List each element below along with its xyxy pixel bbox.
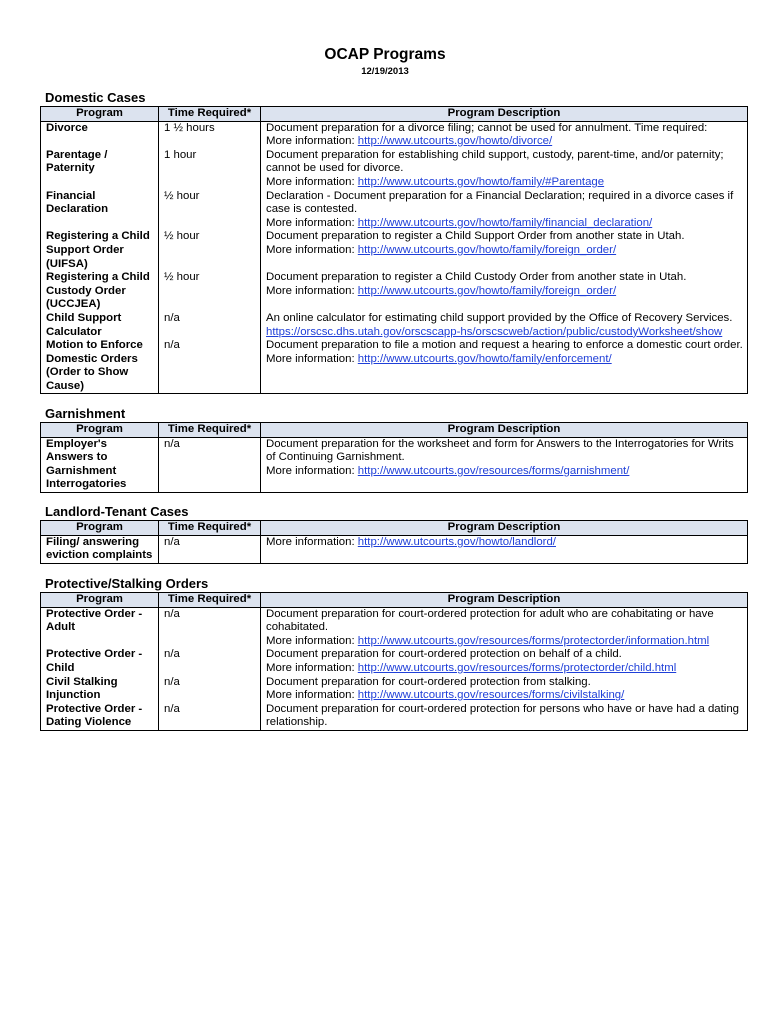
- program-description: Document preparation for court-ordered protection for adult who are cohabitating or have cohabitated.: [266, 607, 714, 634]
- more-info-label: More information:: [266, 535, 358, 548]
- more-info-link[interactable]: http://www.utcourts.gov/howto/divorce/: [357, 135, 553, 148]
- more-info-label: More information:: [266, 243, 358, 256]
- program-name: Registering a Child Custody Order (UCCJEA): [41, 271, 159, 312]
- more-info-line: [266, 353, 745, 367]
- time-required: n/a: [159, 676, 261, 703]
- program-name: Registering a Child Support Order (UIFSA): [41, 230, 159, 271]
- more-info-line: [266, 536, 745, 550]
- program-description: Document preparation for court-ordered protection on behalf of a child.: [266, 648, 622, 661]
- column-header-description: Program Description: [261, 521, 748, 536]
- program-name: Civil Stalking Injunction: [41, 676, 159, 703]
- column-header-description: Program Description: [261, 423, 748, 438]
- description-cell: [261, 271, 748, 312]
- more-info-label: More information:: [266, 352, 358, 365]
- column-header-time: Time Required*: [159, 107, 261, 122]
- column-header-description: Program Description: [261, 107, 748, 122]
- time-required: ½ hour: [159, 190, 261, 231]
- column-header-time: Time Required*: [159, 423, 261, 438]
- more-info-line: [266, 662, 745, 676]
- more-info-line: [266, 689, 745, 703]
- program-description: Document preparation for the worksheet and form for Answers to the Interrogatories for Writs of Continuing Garnishment.: [266, 437, 734, 464]
- more-info-link[interactable]: http://www.utcourts.gov/howto/family/enforcement/: [357, 352, 612, 365]
- more-info-line: [266, 244, 745, 258]
- section-heading: Landlord-Tenant Cases: [45, 504, 189, 519]
- more-info-link[interactable]: http://www.utcourts.gov/resources/forms/protectorder/information.html: [357, 634, 710, 647]
- more-info-label: More information:: [266, 634, 358, 647]
- section-garnishment: [40, 406, 747, 493]
- program-name: Child Support Calculator: [41, 312, 159, 339]
- time-required: ½ hour: [159, 271, 261, 312]
- table-row: [41, 312, 748, 339]
- column-header-program: Program: [41, 423, 159, 438]
- description-cell: [261, 230, 748, 271]
- more-info-label: More information:: [266, 689, 358, 702]
- more-info-link[interactable]: http://www.utcourts.gov/howto/family/foreign_order/: [357, 284, 617, 297]
- more-info-label: More information:: [266, 135, 358, 148]
- section-landlord-tenant: [40, 504, 747, 564]
- program-description: An online calculator for estimating child support provided by the Office of Recovery Services.: [266, 311, 733, 324]
- table-row: [41, 230, 748, 271]
- column-header-time: Time Required*: [159, 593, 261, 608]
- more-info-line: [266, 465, 745, 479]
- table-row: [41, 339, 748, 394]
- description-cell: [261, 190, 748, 231]
- description-cell: [261, 676, 748, 703]
- section-protective-orders: [40, 576, 747, 731]
- table-row: [41, 190, 748, 231]
- column-header-description: Program Description: [261, 593, 748, 608]
- description-cell: [261, 535, 748, 563]
- description-cell: [261, 149, 748, 190]
- table-header-row: [41, 521, 748, 536]
- program-name: Financial Declaration: [41, 190, 159, 231]
- more-info-label: More information:: [266, 175, 358, 188]
- program-description: Declaration - Document preparation for a Financial Declaration; required in a divorce cases if case is contested.: [266, 189, 734, 216]
- program-name: Employer's Answers to Garnishment Interrogatories: [41, 437, 159, 492]
- time-required: n/a: [159, 703, 261, 731]
- section-heading: Domestic Cases: [45, 90, 146, 105]
- program-description: Document preparation for court-ordered protection from stalking.: [266, 675, 591, 688]
- program-description: Document preparation for establishing child support, custody, parent-time, and/or paternity; cannot be used for divorce.: [266, 148, 724, 175]
- table-row: [41, 676, 748, 703]
- more-info-line: [266, 285, 745, 299]
- table-header-row: [41, 593, 748, 608]
- programs-table: [40, 592, 748, 731]
- page-date: 12/19/2013: [361, 66, 409, 77]
- table-row: [41, 271, 748, 312]
- more-info-label: More information:: [266, 661, 358, 674]
- more-info-link[interactable]: http://www.utcourts.gov/howto/family/financial_declaration/: [357, 216, 653, 229]
- time-required: n/a: [159, 648, 261, 675]
- more-info-label: More information:: [266, 216, 358, 229]
- time-required: n/a: [159, 339, 261, 394]
- program-description: Document preparation to register a Child Support Order from another state in Utah.: [266, 230, 685, 243]
- table-header-row: [41, 423, 748, 438]
- programs-table: [40, 422, 748, 493]
- table-row: [41, 535, 748, 563]
- more-info-link[interactable]: http://www.utcourts.gov/howto/landlord/: [357, 535, 556, 548]
- more-info-link[interactable]: http://www.utcourts.gov/resources/forms/protectorder/child.html: [357, 661, 677, 674]
- program-name: Protective Order - Child: [41, 648, 159, 675]
- more-info-label: More information:: [266, 284, 358, 297]
- program-name: Divorce: [41, 121, 159, 149]
- program-name: Parentage / Paternity: [41, 149, 159, 190]
- time-required: n/a: [159, 535, 261, 563]
- column-header-time: Time Required*: [159, 521, 261, 536]
- more-info-line: [266, 635, 745, 649]
- table-row: [41, 703, 748, 731]
- section-heading: Garnishment: [45, 406, 126, 421]
- programs-table: [40, 106, 748, 394]
- more-info-link[interactable]: http://www.utcourts.gov/howto/family/#Parentage: [357, 175, 605, 188]
- description-cell: [261, 648, 748, 675]
- program-name: Protective Order - Dating Violence: [41, 703, 159, 731]
- more-info-link[interactable]: https://orscsc.dhs.utah.gov/orscscapp-hs/orscscweb/action/public/custodyWorksheet/show: [266, 325, 723, 338]
- table-row: [41, 149, 748, 190]
- program-description: Document preparation for court-ordered protection for persons who have or have had a dating relationship.: [266, 702, 739, 729]
- time-required: 1 hour: [159, 149, 261, 190]
- description-cell: [261, 437, 748, 492]
- table-header-row: [41, 107, 748, 122]
- description-cell: [261, 121, 748, 149]
- program-name: Protective Order - Adult: [41, 607, 159, 648]
- table-row: [41, 607, 748, 648]
- time-required: ½ hour: [159, 230, 261, 271]
- more-info-line: [266, 176, 745, 190]
- more-info-link[interactable]: http://www.utcourts.gov/resources/forms/civilstalking/: [357, 689, 625, 702]
- description-cell: [261, 607, 748, 648]
- program-description: Document preparation to register a Child Custody Order from another state in Utah.: [266, 271, 687, 284]
- program-description: Document preparation to file a motion and request a hearing to enforce a domestic court order.: [266, 339, 743, 352]
- table-row: [41, 648, 748, 675]
- program-description: Document preparation for a divorce filing; cannot be used for annulment. Time required:: [266, 121, 708, 134]
- section-heading: Protective/Stalking Orders: [45, 576, 209, 591]
- description-cell: [261, 339, 748, 394]
- time-required: 1 ½ hours: [159, 121, 261, 149]
- description-cell: [261, 703, 748, 731]
- time-required: n/a: [159, 437, 261, 492]
- program-name: Filing/ answering eviction complaints: [41, 535, 159, 563]
- program-name: Motion to Enforce Domestic Orders (Order to Show Cause): [41, 339, 159, 394]
- time-required: n/a: [159, 607, 261, 648]
- more-info-label: More information:: [266, 464, 358, 477]
- description-cell: [261, 312, 748, 339]
- more-info-line: [266, 217, 745, 231]
- table-row: [41, 121, 748, 149]
- page-title: OCAP Programs: [324, 46, 446, 63]
- more-info-link[interactable]: http://www.utcourts.gov/howto/family/foreign_order/: [357, 243, 617, 256]
- table-row: [41, 437, 748, 492]
- column-header-program: Program: [41, 107, 159, 122]
- section-domestic-cases: [40, 90, 747, 394]
- more-info-link[interactable]: http://www.utcourts.gov/resources/forms/garnishment/: [357, 464, 630, 477]
- time-required: n/a: [159, 312, 261, 339]
- column-header-program: Program: [41, 521, 159, 536]
- more-info-line: [266, 326, 745, 340]
- programs-table: [40, 520, 748, 564]
- more-info-line: [266, 135, 745, 149]
- column-header-program: Program: [41, 593, 159, 608]
